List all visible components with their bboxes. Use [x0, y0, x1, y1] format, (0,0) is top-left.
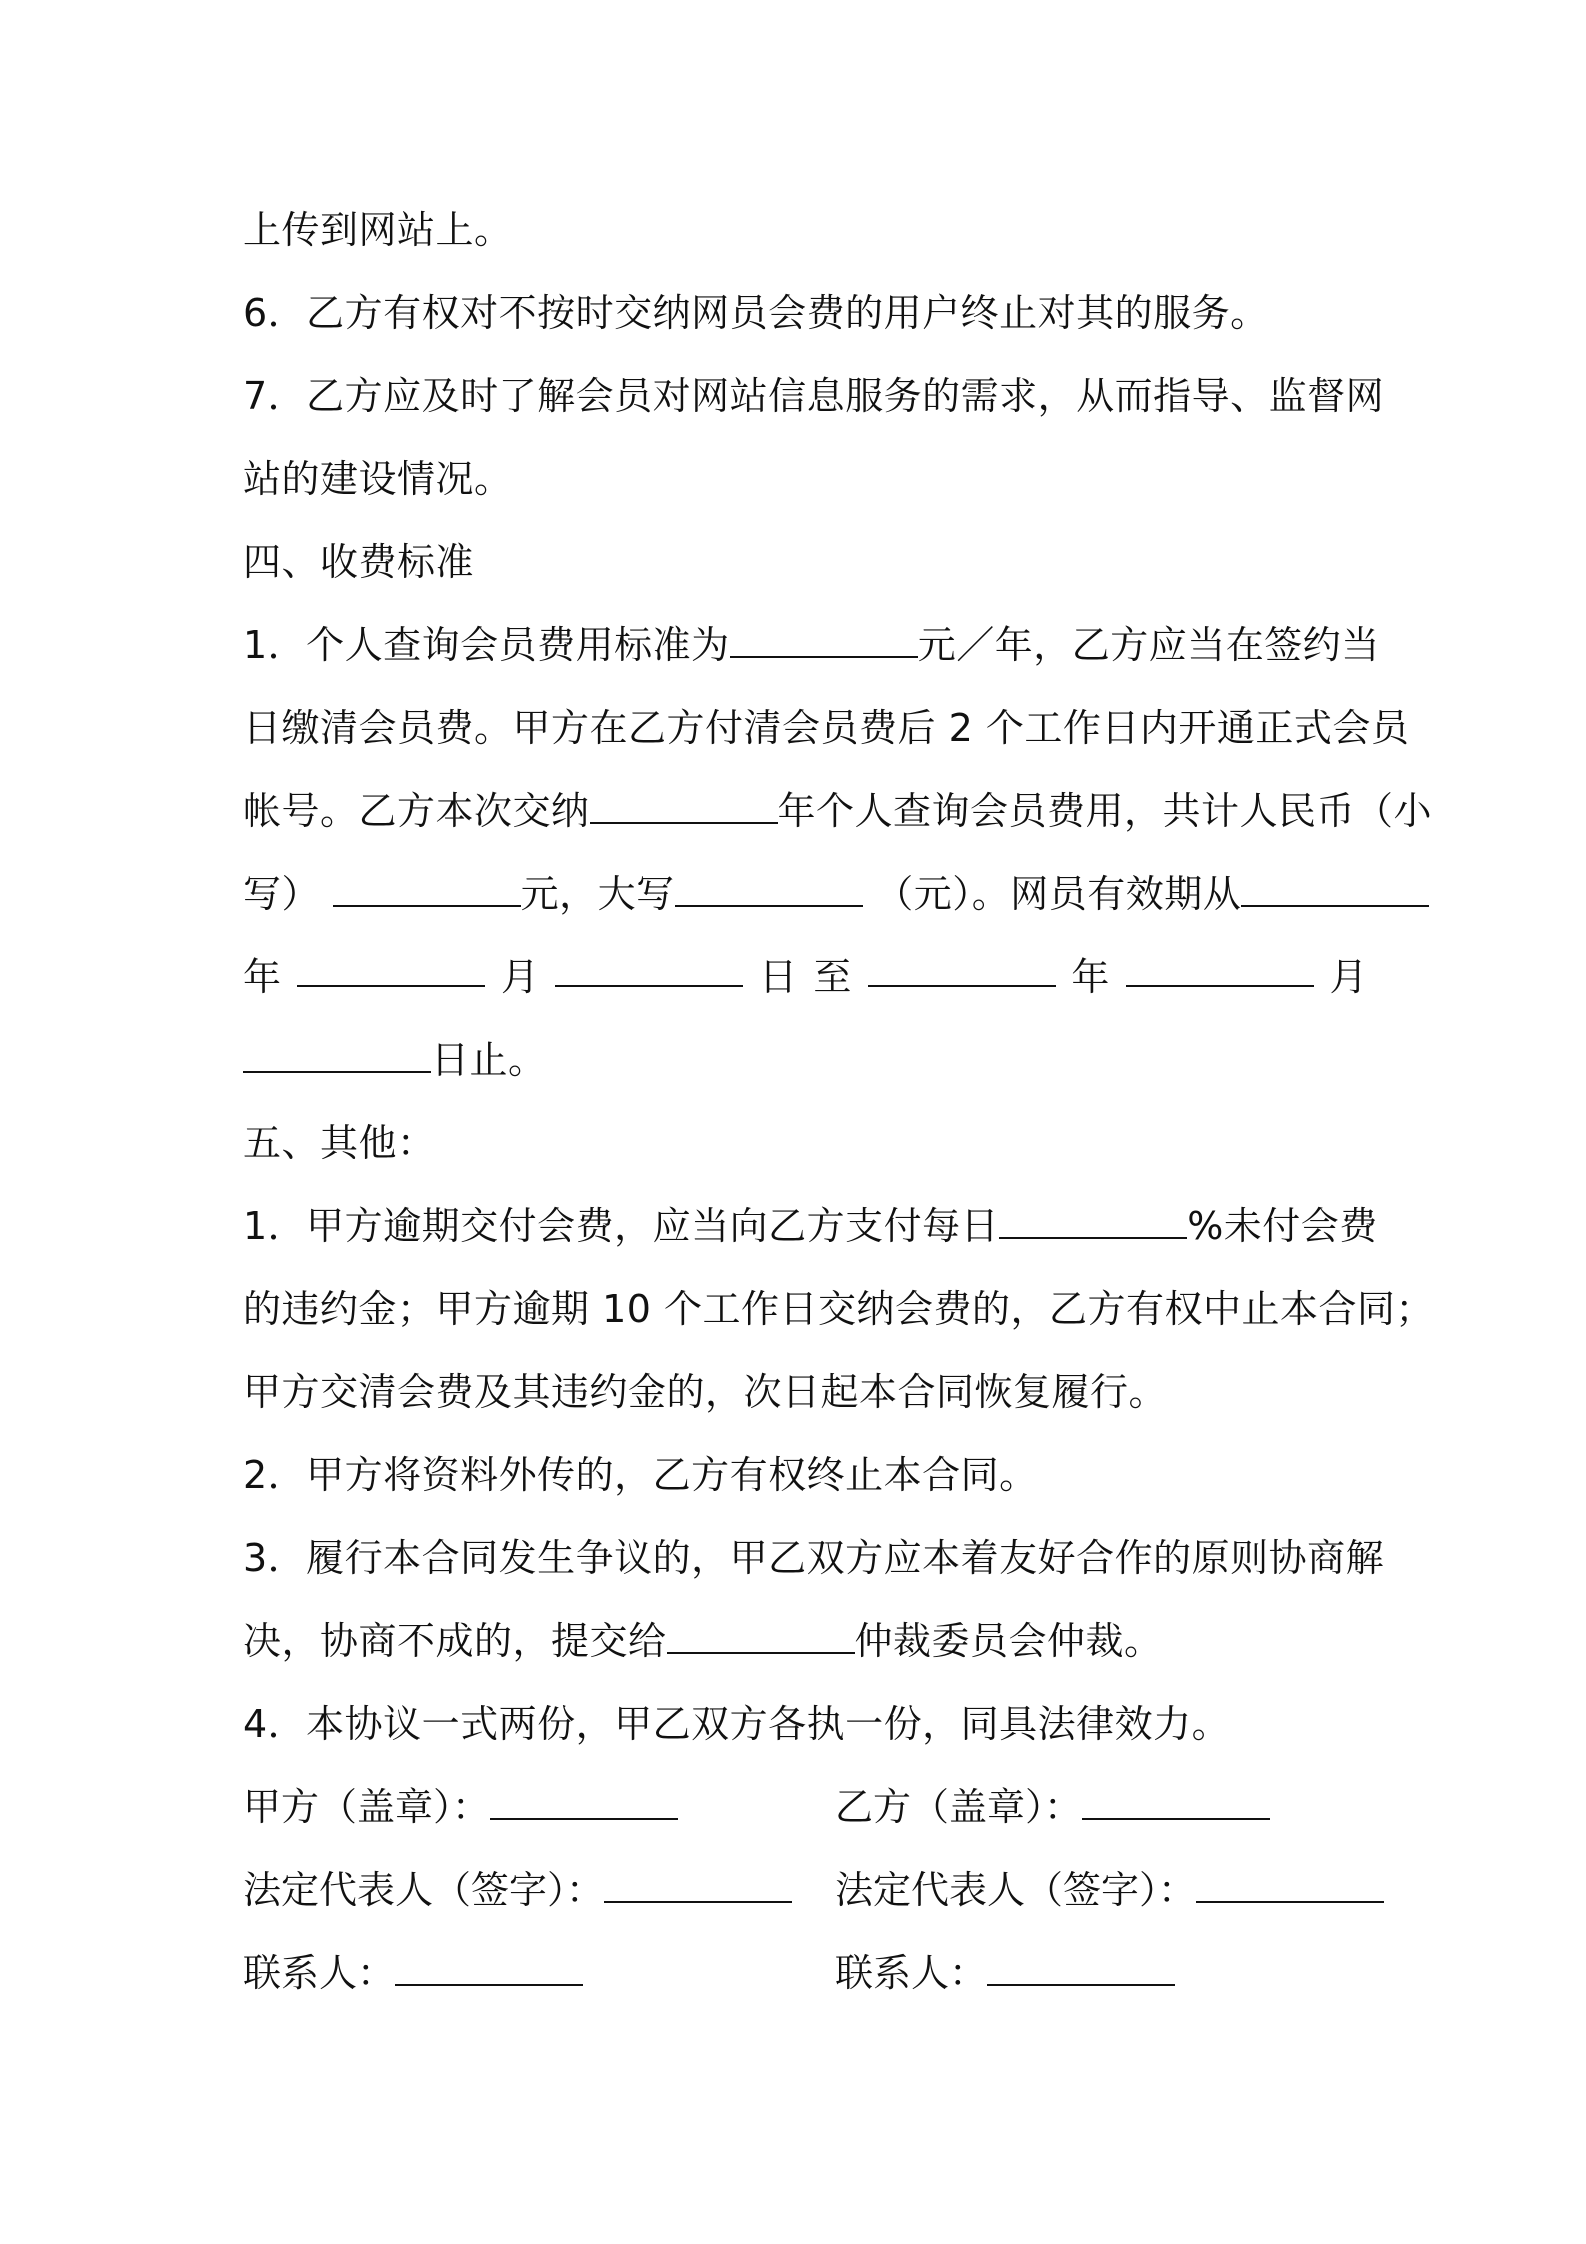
party-a-contact: [243, 1947, 583, 1999]
fill-blank: [243, 1037, 431, 1073]
paragraph-line: 的违约金；甲方逾期 10 个工作日交纳会费的，乙方有权中止本合同；: [243, 1287, 1435, 1331]
signature-label: 法定代表人（签字）：: [835, 1868, 1197, 1912]
fill-blank: [1126, 951, 1314, 987]
text-span: 决，协商不成的，提交给: [243, 1619, 667, 1663]
fill-blank: [1241, 871, 1429, 907]
text-span: 仲裁委员会仲裁。: [854, 1619, 1163, 1663]
paragraph-line: [243, 1200, 1378, 1252]
fill-blank: [987, 1950, 1175, 1986]
signature-label: 甲方（盖章）：: [243, 1785, 491, 1829]
paragraph-line: 4．本协议一式两份，甲乙双方各执一份，同具法律效力。: [243, 1702, 1231, 1746]
fill-blank: [1196, 1867, 1384, 1903]
section-heading: 四、收费标准: [243, 540, 475, 584]
fill-blank: [999, 1203, 1187, 1239]
text-span: 年: [243, 955, 282, 999]
party-a-rep: [243, 1864, 792, 1916]
text-span: 日止。: [431, 1038, 547, 1082]
text-span: 月: [1329, 955, 1368, 999]
signature-label: 乙方（盖章）：: [835, 1785, 1083, 1829]
paragraph-line: [243, 868, 1368, 920]
fill-blank: [555, 951, 743, 987]
fill-blank: [590, 788, 778, 824]
paragraph-line: [243, 1615, 1368, 1667]
party-b-seal: [835, 1781, 1270, 1833]
signature-label: 联系人：: [243, 1951, 396, 1995]
fill-blank: [490, 1784, 678, 1820]
paragraph-line: 6．乙方有权对不按时交纳网员会费的用户终止对其的服务。: [243, 291, 1269, 335]
text-span: 帐号。乙方本次交纳: [243, 789, 590, 833]
text-span: 至: [813, 955, 852, 999]
fill-blank: [333, 871, 521, 907]
paragraph-line: 3．履行本合同发生争议的，甲乙双方应本着友好合作的原则协商解: [243, 1536, 1385, 1580]
fill-blank: [868, 951, 1056, 987]
party-b-contact: [835, 1947, 1175, 1999]
party-a-seal: [243, 1781, 678, 1833]
fill-blank: [604, 1867, 792, 1903]
text-span: 1．个人查询会员费用标准为: [243, 623, 730, 667]
text-span: 日: [759, 955, 798, 999]
text-span: 月: [501, 955, 540, 999]
fill-blank: [395, 1950, 583, 1986]
paragraph-line: 2．甲方将资料外传的，乙方有权终止本合同。: [243, 1453, 1038, 1497]
fill-blank: [730, 622, 918, 658]
fill-blank: [1082, 1784, 1270, 1820]
text-span: （元）。网员有效期从: [875, 872, 1242, 916]
signature-label: 联系人：: [835, 1951, 988, 1995]
fill-blank: [667, 1618, 855, 1654]
text-span: 元／年，乙方应当在签约当: [917, 623, 1380, 667]
party-b-rep: [835, 1864, 1384, 1916]
paragraph-line: [243, 619, 1380, 671]
signature-label: 法定代表人（签字）：: [243, 1868, 605, 1912]
fill-blank: [675, 871, 863, 907]
section-heading: 五、其他：: [243, 1121, 436, 1165]
text-span: 写）: [243, 872, 321, 916]
text-span: 年: [1071, 955, 1110, 999]
text-span: 1．甲方逾期交付会费，应当向乙方支付每日: [243, 1204, 1000, 1248]
text-span: 元，大写: [520, 872, 675, 916]
fill-blank: [297, 951, 485, 987]
paragraph-line: 7．乙方应及时了解会员对网站信息服务的需求，从而指导、监督网: [243, 374, 1385, 418]
text-span: 年个人查询会员费用，共计人民币（小: [777, 789, 1433, 833]
paragraph-line: 站的建设情况。: [243, 457, 513, 501]
paragraph-line: [243, 785, 1433, 837]
text-span: %未付会费: [1187, 1204, 1378, 1248]
paragraph-line: 甲方交清会费及其违约金的，次日起本合同恢复履行。: [243, 1370, 1168, 1414]
paragraph-line: 日缴清会员费。甲方在乙方付清会员费后 2 个工作日内开通正式会员: [243, 706, 1410, 750]
paragraph-line: [243, 1034, 1368, 1086]
paragraph-line: [243, 951, 1368, 1003]
paragraph-line: 上传到网站上。: [243, 208, 513, 252]
